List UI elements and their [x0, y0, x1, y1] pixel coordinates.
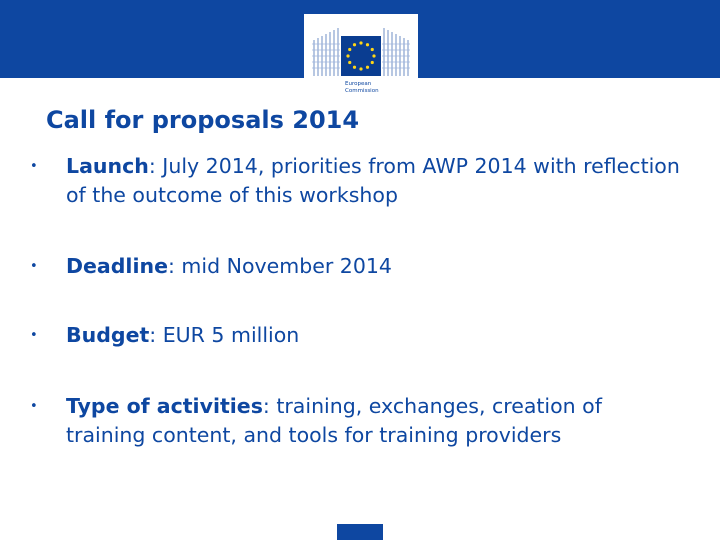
- slide-title: Call for proposals 2014: [46, 106, 360, 134]
- eu-star-icon: [348, 61, 351, 64]
- bullet-text: EUR 5 million: [156, 323, 300, 347]
- bullet-text: training, exchanges, creation of training content, and tools for training providers: [66, 394, 602, 447]
- bullet-key: Type of activities: [66, 394, 263, 418]
- eu-star-icon: [348, 48, 351, 51]
- eu-star-icon: [353, 66, 356, 69]
- bullet-sep: :: [148, 154, 156, 178]
- bullet-key: Deadline: [66, 254, 168, 278]
- bullet-marker: •: [30, 328, 38, 343]
- bullet-key: Budget: [66, 323, 150, 347]
- logo-wordmark: [345, 81, 395, 94]
- eu-star-icon: [372, 54, 375, 57]
- eu-star-icon: [346, 54, 349, 57]
- bullet-sep: :: [262, 394, 270, 418]
- eu-star-icon: [359, 67, 362, 70]
- bullet-sep: :: [149, 323, 157, 347]
- bullet-body: [66, 321, 686, 350]
- bullet-marker: •: [30, 399, 38, 414]
- bullet-text: July 2014, priorities from AWP 2014 with reflection of the outcome of this workshop: [66, 154, 680, 207]
- bullet-body: [66, 152, 686, 210]
- eu-star-icon: [366, 43, 369, 46]
- footer-accent-bar: [337, 524, 383, 540]
- eu-star-icon: [371, 48, 374, 51]
- bullet-marker: •: [30, 259, 38, 274]
- eu-star-icon: [353, 43, 356, 46]
- european-commission-logo: [304, 14, 418, 102]
- eu-star-icon: [359, 41, 362, 44]
- bullet-body: [66, 392, 686, 450]
- bullet-marker: •: [30, 159, 38, 174]
- eu-star-icon: [366, 66, 369, 69]
- bullet-key: Launch: [66, 154, 149, 178]
- logo-text-line2: Commission: [345, 87, 379, 94]
- bullet-body: [66, 252, 686, 281]
- eu-star-icon: [371, 61, 374, 64]
- logo-text-line1: European: [345, 81, 372, 87]
- bullet-text: mid November 2014: [174, 254, 392, 278]
- bullet-sep: :: [167, 254, 175, 278]
